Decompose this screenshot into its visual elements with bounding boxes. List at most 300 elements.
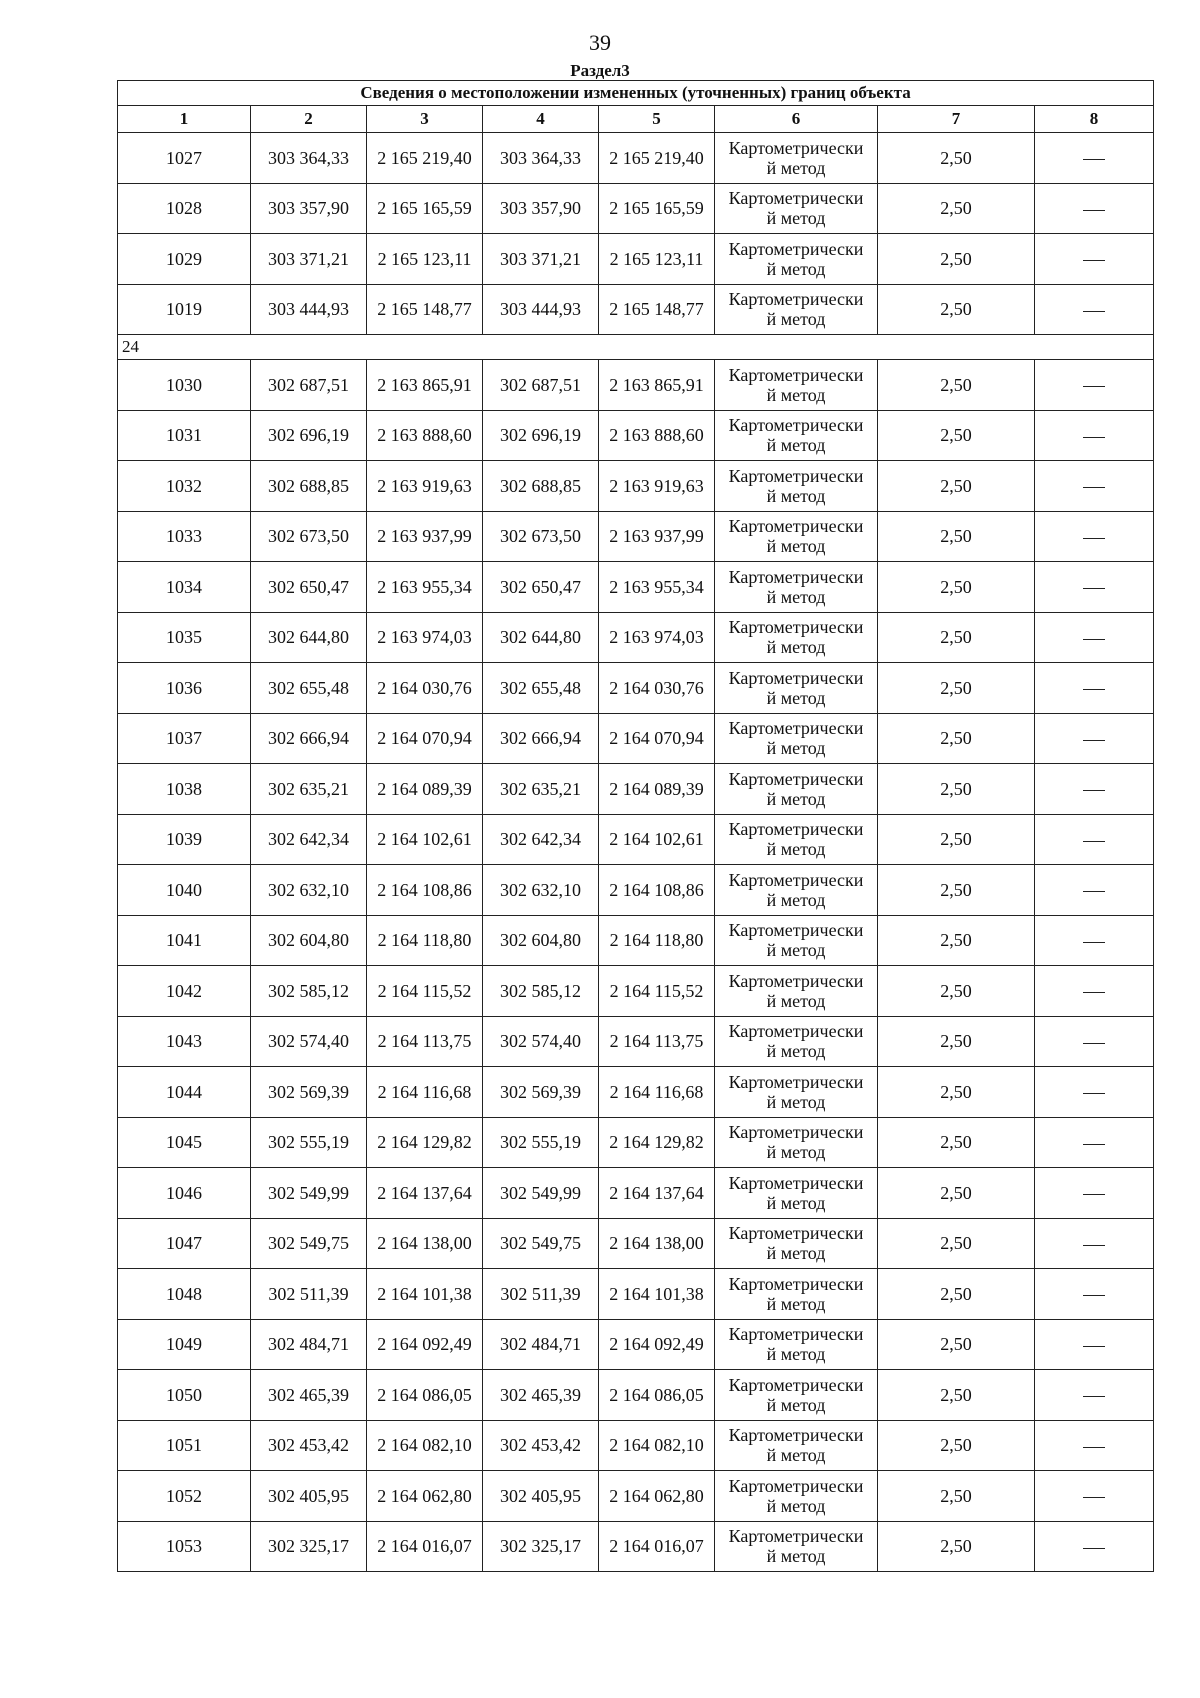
method-cell xyxy=(715,713,878,764)
table-row xyxy=(118,713,1154,764)
table-row xyxy=(118,1521,1154,1572)
method-line: Картометрически xyxy=(728,920,864,941)
accuracy-cell: 2,50 xyxy=(878,1319,1035,1370)
y-coordinate-cell: 2 164 082,10 xyxy=(367,1420,483,1471)
column-number: 3 xyxy=(367,106,483,133)
method-line: Картометрически xyxy=(728,819,864,840)
method-line: Картометрически xyxy=(728,238,864,259)
accuracy-cell: 2,50 xyxy=(878,133,1035,184)
method-cell xyxy=(715,1370,878,1421)
x-coordinate-cell: 302 549,99 xyxy=(483,1168,599,1219)
x-coordinate-cell: 302 555,19 xyxy=(483,1117,599,1168)
y-coordinate-cell: 2 164 101,38 xyxy=(367,1269,483,1320)
method-cell xyxy=(715,133,878,184)
y-coordinate-cell: 2 165 148,77 xyxy=(599,284,715,335)
table-row xyxy=(118,612,1154,663)
y-coordinate-cell: 2 164 089,39 xyxy=(367,764,483,815)
empty-value-cell xyxy=(1035,1370,1154,1421)
dash-mark xyxy=(1083,1144,1105,1145)
point-number-cell: 1038 xyxy=(118,764,251,815)
dash-mark xyxy=(1083,538,1105,539)
empty-value-cell xyxy=(1035,1269,1154,1320)
method-line: й метод xyxy=(766,788,826,809)
method-line: й метод xyxy=(766,1445,826,1466)
empty-value-cell xyxy=(1035,1471,1154,1522)
table-row xyxy=(118,966,1154,1017)
x-coordinate-cell: 302 655,48 xyxy=(483,663,599,714)
dash-mark xyxy=(1083,386,1105,387)
x-coordinate-cell: 302 632,10 xyxy=(251,865,367,916)
accuracy-cell: 2,50 xyxy=(878,1117,1035,1168)
x-coordinate-cell: 303 364,33 xyxy=(251,133,367,184)
x-coordinate-cell: 302 687,51 xyxy=(251,360,367,411)
method-line: й метод xyxy=(766,889,826,910)
method-line: й метод xyxy=(766,157,826,178)
x-coordinate-cell: 302 666,94 xyxy=(251,713,367,764)
method-cell xyxy=(715,284,878,335)
point-number-cell: 1019 xyxy=(118,284,251,335)
point-number-cell: 1039 xyxy=(118,814,251,865)
accuracy-cell: 2,50 xyxy=(878,1521,1035,1572)
x-coordinate-cell: 302 604,80 xyxy=(483,915,599,966)
table-row xyxy=(118,1269,1154,1320)
x-coordinate-cell: 302 405,95 xyxy=(483,1471,599,1522)
point-number-cell: 1052 xyxy=(118,1471,251,1522)
empty-value-cell xyxy=(1035,663,1154,714)
x-coordinate-cell: 302 642,34 xyxy=(483,814,599,865)
x-coordinate-cell: 302 555,19 xyxy=(251,1117,367,1168)
y-coordinate-cell: 2 164 016,07 xyxy=(599,1521,715,1572)
method-line: Картометрически xyxy=(728,1071,864,1092)
method-line: Картометрически xyxy=(728,1324,864,1345)
empty-value-cell xyxy=(1035,234,1154,285)
x-coordinate-cell: 302 650,47 xyxy=(251,562,367,613)
table-row xyxy=(118,1067,1154,1118)
method-cell xyxy=(715,562,878,613)
method-line: Картометрически xyxy=(728,1273,864,1294)
dash-mark xyxy=(1083,210,1105,211)
y-coordinate-cell: 2 164 092,49 xyxy=(599,1319,715,1370)
y-coordinate-cell: 2 164 092,49 xyxy=(367,1319,483,1370)
table-row xyxy=(118,663,1154,714)
dash-mark xyxy=(1083,689,1105,690)
x-coordinate-cell: 302 604,80 xyxy=(251,915,367,966)
empty-value-cell xyxy=(1035,133,1154,184)
table-row xyxy=(118,1117,1154,1168)
method-cell xyxy=(715,764,878,815)
method-cell xyxy=(715,511,878,562)
y-coordinate-cell: 2 164 102,61 xyxy=(599,814,715,865)
table-caption-row xyxy=(118,81,1154,106)
accuracy-cell: 2,50 xyxy=(878,1016,1035,1067)
method-line: й метод xyxy=(766,839,826,860)
method-cell xyxy=(715,915,878,966)
section-title: Раздел3 xyxy=(570,61,630,80)
dash-mark xyxy=(1083,588,1105,589)
method-line: Картометрически xyxy=(728,1425,864,1446)
method-line: Картометрически xyxy=(728,718,864,739)
method-line: Картометрически xyxy=(728,188,864,209)
method-cell xyxy=(715,865,878,916)
method-line: й метод xyxy=(766,309,826,330)
empty-value-cell xyxy=(1035,183,1154,234)
method-line: й метод xyxy=(766,1495,826,1516)
empty-value-cell xyxy=(1035,915,1154,966)
method-line: Картометрически xyxy=(728,617,864,638)
method-line: й метод xyxy=(766,1293,826,1314)
method-line: й метод xyxy=(766,1243,826,1264)
y-coordinate-cell: 2 164 137,64 xyxy=(599,1168,715,1219)
y-coordinate-cell: 2 163 955,34 xyxy=(367,562,483,613)
y-coordinate-cell: 2 164 115,52 xyxy=(599,966,715,1017)
y-coordinate-cell: 2 164 070,94 xyxy=(599,713,715,764)
x-coordinate-cell: 302 666,94 xyxy=(483,713,599,764)
table-row xyxy=(118,183,1154,234)
accuracy-cell: 2,50 xyxy=(878,360,1035,411)
table-row xyxy=(118,1218,1154,1269)
accuracy-cell: 2,50 xyxy=(878,1168,1035,1219)
dash-mark xyxy=(1083,790,1105,791)
empty-value-cell xyxy=(1035,1521,1154,1572)
method-cell xyxy=(715,1117,878,1168)
y-coordinate-cell: 2 164 118,80 xyxy=(599,915,715,966)
y-coordinate-cell: 2 163 974,03 xyxy=(599,612,715,663)
accuracy-cell: 2,50 xyxy=(878,915,1035,966)
x-coordinate-cell: 302 635,21 xyxy=(483,764,599,815)
method-line: й метод xyxy=(766,586,826,607)
table-caption: Сведения о местоположении измененных (уточненных) границ объекта xyxy=(118,81,1154,106)
method-cell xyxy=(715,1168,878,1219)
empty-value-cell xyxy=(1035,1016,1154,1067)
column-number: 4 xyxy=(483,106,599,133)
accuracy-cell: 2,50 xyxy=(878,461,1035,512)
table-row xyxy=(118,562,1154,613)
empty-value-cell xyxy=(1035,1218,1154,1269)
column-number: 2 xyxy=(251,106,367,133)
method-line: й метод xyxy=(766,258,826,279)
y-coordinate-cell: 2 164 070,94 xyxy=(367,713,483,764)
y-coordinate-cell: 2 164 082,10 xyxy=(599,1420,715,1471)
method-cell xyxy=(715,1319,878,1370)
method-line: Картометрически xyxy=(728,667,864,688)
point-number-cell: 1028 xyxy=(118,183,251,234)
point-number-cell: 1043 xyxy=(118,1016,251,1067)
group-row xyxy=(118,335,1154,360)
method-line: й метод xyxy=(766,1546,826,1567)
method-cell xyxy=(715,612,878,663)
x-coordinate-cell: 302 465,39 xyxy=(251,1370,367,1421)
accuracy-cell: 2,50 xyxy=(878,1471,1035,1522)
x-coordinate-cell: 302 569,39 xyxy=(483,1067,599,1118)
accuracy-cell: 2,50 xyxy=(878,410,1035,461)
accuracy-cell: 2,50 xyxy=(878,234,1035,285)
x-coordinate-cell: 302 405,95 xyxy=(251,1471,367,1522)
method-line: й метод xyxy=(766,435,826,456)
method-cell xyxy=(715,1269,878,1320)
y-coordinate-cell: 2 164 016,07 xyxy=(367,1521,483,1572)
table-row xyxy=(118,360,1154,411)
accuracy-cell: 2,50 xyxy=(878,1269,1035,1320)
point-number-cell: 1044 xyxy=(118,1067,251,1118)
empty-value-cell xyxy=(1035,410,1154,461)
method-line: Картометрически xyxy=(728,1223,864,1244)
table-row xyxy=(118,1168,1154,1219)
method-line: Картометрически xyxy=(728,516,864,537)
table-row xyxy=(118,511,1154,562)
dash-mark xyxy=(1083,1295,1105,1296)
empty-value-cell xyxy=(1035,764,1154,815)
accuracy-cell: 2,50 xyxy=(878,865,1035,916)
dash-mark xyxy=(1083,311,1105,312)
method-line: й метод xyxy=(766,1041,826,1062)
y-coordinate-cell: 2 164 089,39 xyxy=(599,764,715,815)
accuracy-cell: 2,50 xyxy=(878,284,1035,335)
dash-mark xyxy=(1083,1346,1105,1347)
method-line: Картометрически xyxy=(728,1122,864,1143)
x-coordinate-cell: 302 574,40 xyxy=(251,1016,367,1067)
method-cell xyxy=(715,966,878,1017)
empty-value-cell xyxy=(1035,1117,1154,1168)
x-coordinate-cell: 302 325,17 xyxy=(251,1521,367,1572)
empty-value-cell xyxy=(1035,1168,1154,1219)
accuracy-cell: 2,50 xyxy=(878,713,1035,764)
point-number-cell: 1053 xyxy=(118,1521,251,1572)
method-line: Картометрически xyxy=(728,1021,864,1042)
point-number-cell: 1040 xyxy=(118,865,251,916)
x-coordinate-cell: 303 444,93 xyxy=(251,284,367,335)
dash-mark xyxy=(1083,1447,1105,1448)
x-coordinate-cell: 302 688,85 xyxy=(483,461,599,512)
y-coordinate-cell: 2 164 116,68 xyxy=(599,1067,715,1118)
y-coordinate-cell: 2 164 101,38 xyxy=(599,1269,715,1320)
y-coordinate-cell: 2 164 108,86 xyxy=(599,865,715,916)
table-row xyxy=(118,461,1154,512)
x-coordinate-cell: 302 453,42 xyxy=(251,1420,367,1471)
point-number-cell: 1033 xyxy=(118,511,251,562)
table-row xyxy=(118,133,1154,184)
point-number-cell: 1035 xyxy=(118,612,251,663)
y-coordinate-cell: 2 163 919,63 xyxy=(599,461,715,512)
dash-mark xyxy=(1083,1043,1105,1044)
point-number-cell: 1050 xyxy=(118,1370,251,1421)
column-number-row xyxy=(118,106,1154,133)
x-coordinate-cell: 302 688,85 xyxy=(251,461,367,512)
boundary-table xyxy=(117,80,1154,1572)
dash-mark xyxy=(1083,740,1105,741)
method-line: Картометрически xyxy=(728,970,864,991)
dash-mark xyxy=(1083,639,1105,640)
x-coordinate-cell: 303 371,21 xyxy=(251,234,367,285)
dash-mark xyxy=(1083,1396,1105,1397)
point-number-cell: 1048 xyxy=(118,1269,251,1320)
method-line: Картометрически xyxy=(728,465,864,486)
method-line: й метод xyxy=(766,687,826,708)
point-number-cell: 1045 xyxy=(118,1117,251,1168)
accuracy-cell: 2,50 xyxy=(878,511,1035,562)
method-line: й метод xyxy=(766,384,826,405)
x-coordinate-cell: 302 696,19 xyxy=(483,410,599,461)
point-number-cell: 1030 xyxy=(118,360,251,411)
method-cell xyxy=(715,234,878,285)
x-coordinate-cell: 302 574,40 xyxy=(483,1016,599,1067)
method-cell xyxy=(715,410,878,461)
dash-mark xyxy=(1083,1245,1105,1246)
empty-value-cell xyxy=(1035,511,1154,562)
dash-mark xyxy=(1083,942,1105,943)
method-line: Картометрически xyxy=(728,768,864,789)
method-line: й метод xyxy=(766,1091,826,1112)
method-line: й метод xyxy=(766,208,826,229)
y-coordinate-cell: 2 164 115,52 xyxy=(367,966,483,1017)
dash-mark xyxy=(1083,841,1105,842)
method-line: Картометрически xyxy=(728,1475,864,1496)
method-line: й метод xyxy=(766,1394,826,1415)
x-coordinate-cell: 302 673,50 xyxy=(251,511,367,562)
y-coordinate-cell: 2 164 113,75 xyxy=(367,1016,483,1067)
y-coordinate-cell: 2 165 123,11 xyxy=(367,234,483,285)
method-line: Картометрически xyxy=(728,1172,864,1193)
table-row xyxy=(118,865,1154,916)
method-line: й метод xyxy=(766,940,826,961)
x-coordinate-cell: 302 484,71 xyxy=(251,1319,367,1370)
y-coordinate-cell: 2 165 219,40 xyxy=(599,133,715,184)
group-label: 24 xyxy=(118,335,1154,360)
method-cell xyxy=(715,183,878,234)
y-coordinate-cell: 2 164 086,05 xyxy=(599,1370,715,1421)
y-coordinate-cell: 2 165 148,77 xyxy=(367,284,483,335)
empty-value-cell xyxy=(1035,612,1154,663)
x-coordinate-cell: 302 696,19 xyxy=(251,410,367,461)
y-coordinate-cell: 2 165 219,40 xyxy=(367,133,483,184)
y-coordinate-cell: 2 163 937,99 xyxy=(367,511,483,562)
x-coordinate-cell: 302 635,21 xyxy=(251,764,367,815)
dash-mark xyxy=(1083,1093,1105,1094)
dash-mark xyxy=(1083,260,1105,261)
point-number-cell: 1042 xyxy=(118,966,251,1017)
accuracy-cell: 2,50 xyxy=(878,1420,1035,1471)
x-coordinate-cell: 302 673,50 xyxy=(483,511,599,562)
point-number-cell: 1041 xyxy=(118,915,251,966)
y-coordinate-cell: 2 164 118,80 xyxy=(367,915,483,966)
method-line: й метод xyxy=(766,1344,826,1365)
y-coordinate-cell: 2 165 123,11 xyxy=(599,234,715,285)
method-line: Картометрически xyxy=(728,1526,864,1547)
point-number-cell: 1049 xyxy=(118,1319,251,1370)
accuracy-cell: 2,50 xyxy=(878,814,1035,865)
empty-value-cell xyxy=(1035,865,1154,916)
method-line: Картометрически xyxy=(728,415,864,436)
table-row xyxy=(118,1471,1154,1522)
table-row xyxy=(118,284,1154,335)
x-coordinate-cell: 302 549,75 xyxy=(251,1218,367,1269)
table-row xyxy=(118,764,1154,815)
point-number-cell: 1051 xyxy=(118,1420,251,1471)
column-number: 6 xyxy=(715,106,878,133)
empty-value-cell xyxy=(1035,1420,1154,1471)
point-number-cell: 1029 xyxy=(118,234,251,285)
method-line: й метод xyxy=(766,637,826,658)
dash-mark xyxy=(1083,1194,1105,1195)
dash-mark xyxy=(1083,891,1105,892)
table-row xyxy=(118,410,1154,461)
column-number: 8 xyxy=(1035,106,1154,133)
method-cell xyxy=(715,1521,878,1572)
y-coordinate-cell: 2 163 865,91 xyxy=(599,360,715,411)
accuracy-cell: 2,50 xyxy=(878,966,1035,1017)
x-coordinate-cell: 302 585,12 xyxy=(483,966,599,1017)
accuracy-cell: 2,50 xyxy=(878,183,1035,234)
y-coordinate-cell: 2 164 030,76 xyxy=(367,663,483,714)
accuracy-cell: 2,50 xyxy=(878,612,1035,663)
y-coordinate-cell: 2 164 129,82 xyxy=(599,1117,715,1168)
page-number: 39 xyxy=(589,30,611,55)
empty-value-cell xyxy=(1035,461,1154,512)
x-coordinate-cell: 303 364,33 xyxy=(483,133,599,184)
y-coordinate-cell: 2 164 102,61 xyxy=(367,814,483,865)
empty-value-cell xyxy=(1035,713,1154,764)
accuracy-cell: 2,50 xyxy=(878,1067,1035,1118)
method-line: Картометрически xyxy=(728,869,864,890)
x-coordinate-cell: 302 632,10 xyxy=(483,865,599,916)
method-line: й метод xyxy=(766,738,826,759)
y-coordinate-cell: 2 163 888,60 xyxy=(367,410,483,461)
point-number-cell: 1032 xyxy=(118,461,251,512)
method-cell xyxy=(715,461,878,512)
x-coordinate-cell: 302 687,51 xyxy=(483,360,599,411)
accuracy-cell: 2,50 xyxy=(878,562,1035,613)
table-row xyxy=(118,1420,1154,1471)
x-coordinate-cell: 303 357,90 xyxy=(483,183,599,234)
point-number-cell: 1036 xyxy=(118,663,251,714)
point-number-cell: 1047 xyxy=(118,1218,251,1269)
y-coordinate-cell: 2 164 129,82 xyxy=(367,1117,483,1168)
method-line: Картометрически xyxy=(728,1374,864,1395)
x-coordinate-cell: 302 325,17 xyxy=(483,1521,599,1572)
column-number: 5 xyxy=(599,106,715,133)
table-row xyxy=(118,1016,1154,1067)
method-line: й метод xyxy=(766,990,826,1011)
empty-value-cell xyxy=(1035,966,1154,1017)
method-line: й метод xyxy=(766,485,826,506)
y-coordinate-cell: 2 164 062,80 xyxy=(599,1471,715,1522)
x-coordinate-cell: 302 453,42 xyxy=(483,1420,599,1471)
point-number-cell: 1031 xyxy=(118,410,251,461)
y-coordinate-cell: 2 164 030,76 xyxy=(599,663,715,714)
y-coordinate-cell: 2 163 937,99 xyxy=(599,511,715,562)
point-number-cell: 1046 xyxy=(118,1168,251,1219)
method-line: Картометрически xyxy=(728,289,864,310)
accuracy-cell: 2,50 xyxy=(878,663,1035,714)
y-coordinate-cell: 2 163 865,91 xyxy=(367,360,483,411)
empty-value-cell xyxy=(1035,1319,1154,1370)
method-cell xyxy=(715,1420,878,1471)
x-coordinate-cell: 302 644,80 xyxy=(251,612,367,663)
y-coordinate-cell: 2 164 113,75 xyxy=(599,1016,715,1067)
y-coordinate-cell: 2 165 165,59 xyxy=(367,183,483,234)
x-coordinate-cell: 302 511,39 xyxy=(251,1269,367,1320)
x-coordinate-cell: 302 549,75 xyxy=(483,1218,599,1269)
x-coordinate-cell: 303 357,90 xyxy=(251,183,367,234)
dash-mark xyxy=(1083,487,1105,488)
method-cell xyxy=(715,360,878,411)
method-cell xyxy=(715,814,878,865)
table-row xyxy=(118,1319,1154,1370)
method-line: й метод xyxy=(766,1192,826,1213)
x-coordinate-cell: 302 642,34 xyxy=(251,814,367,865)
x-coordinate-cell: 303 371,21 xyxy=(483,234,599,285)
method-line: Картометрически xyxy=(728,137,864,158)
column-number: 7 xyxy=(878,106,1035,133)
